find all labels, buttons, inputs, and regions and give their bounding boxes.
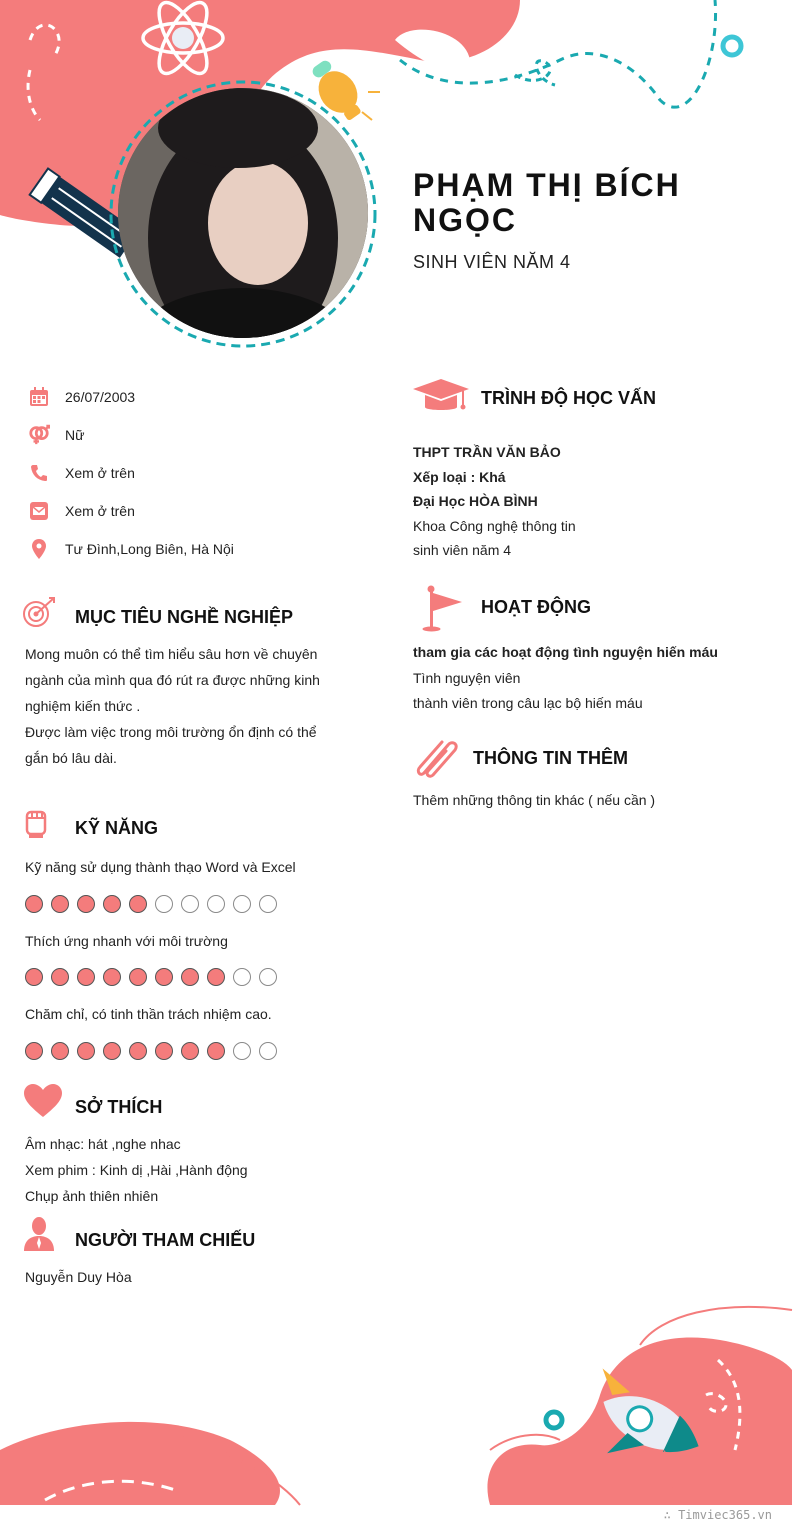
rating-dot-filled (25, 895, 43, 913)
rating-dot-filled (25, 1042, 43, 1060)
activities-title: HOẠT ĐỘNG (481, 597, 591, 617)
rating-dot-filled (129, 895, 147, 913)
references-text: Nguyễn Duy Hòa (25, 1269, 132, 1285)
gender-icon (28, 424, 50, 446)
rating-dot-filled (103, 968, 121, 986)
rating-dot-filled (103, 1042, 121, 1060)
flag-icon (420, 585, 464, 633)
address-text: Tư Đình,Long Biên, Hà Nội (65, 541, 234, 557)
location-icon (28, 538, 50, 560)
birthdate-text: 26/07/2003 (65, 389, 136, 405)
skills-title: KỸ NĂNG (75, 818, 159, 838)
contact-birthdate (28, 385, 136, 409)
skill-rating (25, 1042, 277, 1060)
candidate-name: PHẠM THỊ BÍCH NGỌC (413, 167, 681, 238)
rating-dot-filled (51, 895, 69, 913)
phone-text: Xem ở trên (65, 465, 135, 481)
profile-photo (118, 88, 368, 338)
fist-icon (24, 806, 48, 838)
watermark: ∴ Timviec365.vn (663, 1508, 772, 1522)
skill-label: Kỹ năng sử dụng thành thạo Word và Excel (25, 859, 296, 875)
rating-dot-filled (207, 968, 225, 986)
extra-title: THÔNG TIN THÊM (473, 748, 628, 768)
paperclip-icon (416, 737, 460, 779)
graduation-cap-icon (413, 379, 469, 415)
objective-title: MỤC TIÊU NGHỀ NGHIỆP (75, 607, 294, 627)
rating-dot-filled (155, 968, 173, 986)
rating-dot-filled (77, 895, 95, 913)
rating-dot-empty (155, 895, 173, 913)
target-icon (22, 596, 58, 628)
objective-text: Mong muôn có thể tìm hiểu sâu hơn về chuyên ngành của mình qua đó rút ra được những kinh nghiệm kiến thức . Được làm việc trong môi trường ổn định có thể gắn bó lâu dài. (25, 646, 320, 766)
footer-decoration (0, 1300, 800, 1531)
rating-dot-filled (51, 968, 69, 986)
references-title: NGƯỜI THAM CHIẾU (75, 1230, 256, 1250)
contact-phone (28, 461, 135, 485)
rating-dot-filled (129, 968, 147, 986)
email-icon (28, 500, 50, 522)
candidate-subtitle: SINH VIÊN NĂM 4 (413, 252, 571, 272)
rating-dot-empty (259, 895, 277, 913)
education-text: THPT TRẦN VĂN BẢO Xếp loại : Khá Đại Học HÒA BÌNH Khoa Công nghệ thông tin sinh viên năm 4 (413, 444, 576, 558)
calendar-icon (28, 386, 50, 408)
rating-dot-filled (25, 968, 43, 986)
heart-icon (24, 1084, 62, 1118)
skill-rating (25, 895, 277, 913)
rating-dot-empty (233, 895, 251, 913)
email-text: Xem ở trên (65, 503, 135, 519)
rating-dot-filled (103, 895, 121, 913)
rating-dot-filled (129, 1042, 147, 1060)
rating-dot-filled (181, 968, 199, 986)
rating-dot-filled (155, 1042, 173, 1060)
hobbies-title: SỞ THÍCH (75, 1097, 163, 1117)
rating-dot-filled (51, 1042, 69, 1060)
hobbies-text: Âm nhạc: hát ,nghe nhac Xem phim : Kinh dị ,Hài ,Hành động Chụp ảnh thiên nhiên (25, 1136, 248, 1204)
rating-dot-empty (233, 1042, 251, 1060)
contact-address (28, 537, 234, 561)
activities-text: tham gia các hoạt động tình nguyện hiến máu Tình nguyện viên thành viên trong câu lạc bộ hiến máu (413, 644, 718, 711)
rating-dot-empty (181, 895, 199, 913)
extra-text: Thêm những thông tin khác ( nếu cần ) (413, 792, 656, 808)
skill-label: Chăm chỉ, có tinh thần trách nhiệm cao. (25, 1006, 272, 1022)
rating-dot-empty (259, 968, 277, 986)
rating-dot-empty (259, 1042, 277, 1060)
contact-gender (28, 423, 85, 447)
rating-dot-filled (77, 968, 95, 986)
contact-email (28, 499, 135, 523)
rating-dot-empty (233, 968, 251, 986)
phone-icon (28, 462, 50, 484)
rating-dot-filled (181, 1042, 199, 1060)
gender-text: Nữ (65, 427, 85, 443)
rating-dot-filled (77, 1042, 95, 1060)
education-title: TRÌNH ĐỘ HỌC VẤN (481, 388, 656, 408)
skill-rating (25, 968, 277, 986)
person-icon (24, 1217, 54, 1251)
skill-label: Thích ứng nhanh với môi trường (25, 933, 228, 949)
rating-dot-empty (207, 895, 225, 913)
rating-dot-filled (207, 1042, 225, 1060)
